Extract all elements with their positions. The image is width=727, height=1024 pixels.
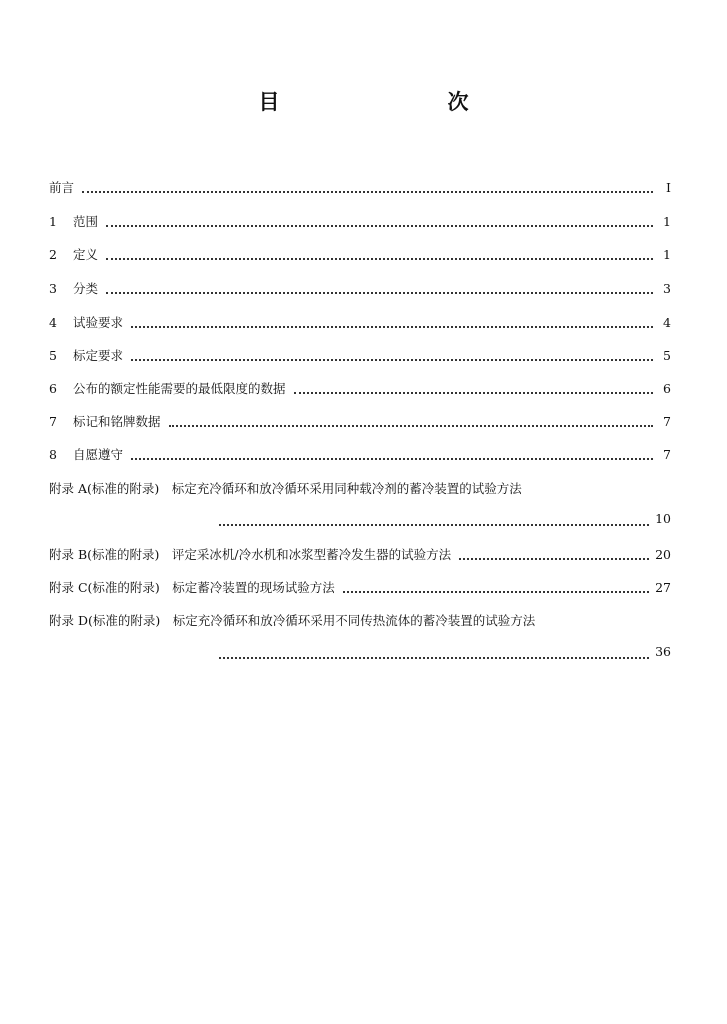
toc-page-number: 3 (663, 281, 671, 296)
toc-entry-label: 定义 (73, 247, 99, 262)
toc-entry-6[interactable] (49, 379, 671, 399)
toc-entry-label: 自愿遵守 (73, 447, 124, 462)
dot-leader (106, 284, 653, 294)
toc-entry-number: 1 (49, 214, 57, 229)
toc-entry-appendix-d-leader[interactable] (49, 644, 671, 664)
toc-entry-label: 附录 C(标准的附录) 标定蓄冷装置的现场试验方法 (49, 580, 335, 595)
dot-leader (131, 450, 653, 460)
dot-leader (459, 550, 649, 560)
toc-entry-5[interactable] (49, 346, 671, 366)
toc-entry-appendix-b[interactable] (49, 545, 671, 565)
toc-page-number: 27 (655, 580, 671, 595)
toc-entry-appendix-d[interactable] (49, 611, 671, 631)
toc-entry-label: 附录 D(标准的附录) 标定充冷循环和放冷循环采用不同传热流体的蓄冷装置的试验方法 (49, 613, 536, 628)
toc-page-number: 5 (663, 348, 671, 363)
toc-entry-1[interactable] (49, 212, 671, 232)
toc-entry-number: 5 (49, 348, 57, 363)
toc-entry-label: 标记和铭牌数据 (73, 414, 161, 429)
dot-leader (169, 417, 653, 427)
dot-leader (131, 318, 653, 328)
toc-entry-number: 4 (49, 315, 57, 330)
toc-entry-label: 附录 A(标准的附录) 标定充冷循环和放冷循环采用同种载冷剂的蓄冷装置的试验方法 (49, 481, 522, 496)
toc-entry-label: 公布的额定性能需要的最低限度的数据 (73, 381, 286, 396)
dot-leader (82, 183, 653, 193)
toc-page-number: 36 (655, 644, 671, 659)
toc-entry-number: 6 (49, 381, 57, 396)
toc-page-number: 10 (655, 511, 671, 526)
toc-entry-label: 附录 B(标准的附录) 评定采冰机/冷水机和冰浆型蓄冷发生器的试验方法 (49, 547, 452, 562)
toc-entry-label: 前言 (49, 180, 75, 195)
dot-leader (219, 649, 649, 659)
toc-entry-label: 分类 (73, 281, 99, 296)
toc-entry-number: 8 (49, 447, 57, 462)
toc-entry-appendix-a[interactable] (49, 479, 671, 499)
toc-page-number: 20 (655, 547, 671, 562)
toc-entry-label: 范围 (73, 214, 99, 229)
toc-entry-appendix-a-leader[interactable] (49, 511, 671, 531)
toc-page-number: 1 (663, 214, 671, 229)
toc-page-number: I (666, 180, 671, 195)
dot-leader (219, 516, 649, 526)
toc-entry-8[interactable] (49, 445, 671, 465)
toc-entry-4[interactable] (49, 313, 671, 333)
toc-entry-number: 7 (49, 414, 57, 429)
toc-page-number: 4 (663, 315, 671, 330)
dot-leader (294, 384, 653, 394)
toc-page-number: 7 (663, 447, 671, 462)
toc-entry-2[interactable] (49, 245, 671, 265)
toc-page-number: 1 (663, 247, 671, 262)
page-title: 目 次 (258, 90, 511, 114)
toc-entry-number: 2 (49, 247, 57, 262)
toc-entry-appendix-c[interactable] (49, 578, 671, 598)
toc-page-number: 7 (663, 414, 671, 429)
toc-page-number: 6 (663, 381, 671, 396)
dot-leader (131, 351, 653, 361)
toc-entry-label: 试验要求 (73, 315, 124, 330)
toc-entry-number: 3 (49, 281, 57, 296)
toc-entry-3[interactable] (49, 279, 671, 299)
toc-entry-label: 标定要求 (73, 348, 124, 363)
toc-entry-foreword[interactable] (49, 178, 671, 198)
dot-leader (106, 250, 653, 260)
dot-leader (343, 583, 649, 593)
dot-leader (106, 217, 653, 227)
toc-entry-7[interactable] (49, 412, 671, 432)
